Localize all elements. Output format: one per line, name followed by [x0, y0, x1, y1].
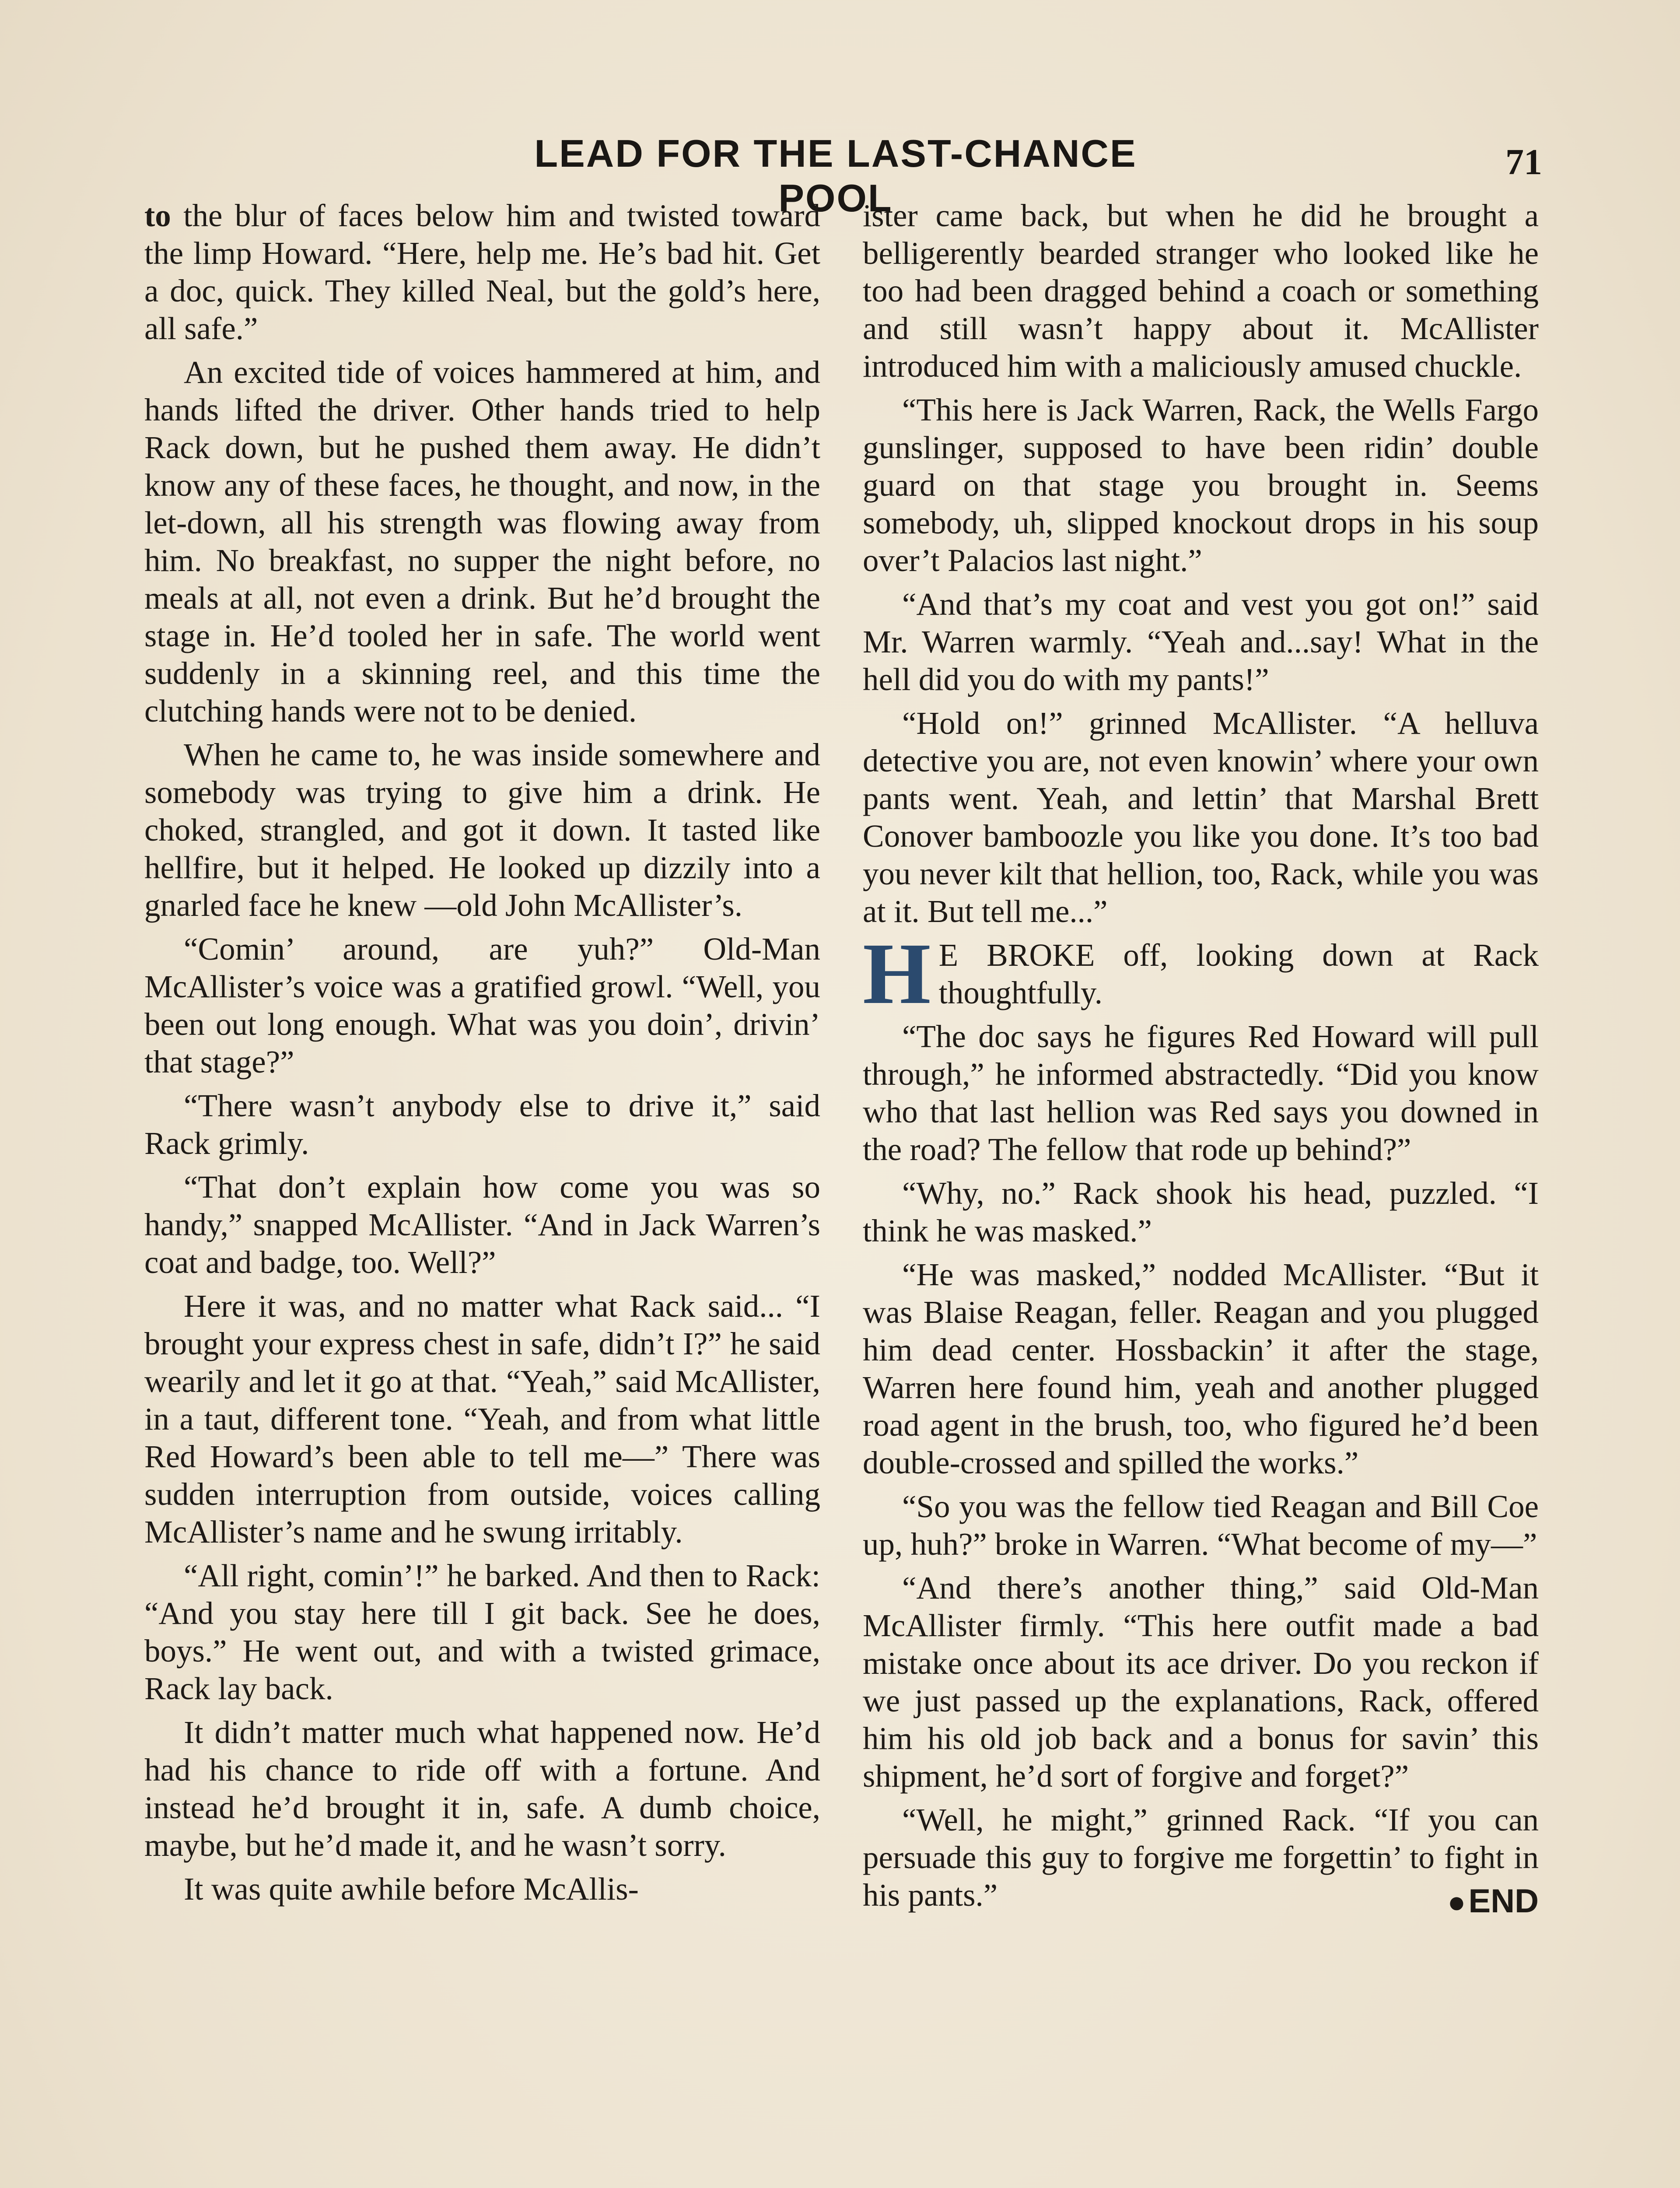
paragraph-lead-word: to: [144, 198, 171, 233]
paragraph: “That don’t explain how come you was so handy,” snapped McAllister. “And in Jack Warren’s coat and badge, too. Well?”: [144, 1169, 820, 1280]
paragraph-text: the blur of faces below him and twisted toward the limp Howard. “Here, help me. He’s bad hit. Get a doc, quick. They killed Neal, but the gold’s here, all safe.”: [144, 198, 820, 346]
paragraph: “Why, no.” Rack shook his head, puzzled. “I think he was masked.”: [863, 1175, 1539, 1248]
left-text-column: [144, 197, 820, 2188]
section-break-paragraph: [863, 926, 1539, 1022]
paragraph: “Well, he might,” grinned Rack. “If you can persuade this guy to forgive me forgettin’ to fight in his pants.”: [863, 1802, 1539, 1913]
right-text-column: [863, 197, 1539, 2188]
paragraph: “And that’s my coat and vest you got on!” said Mr. Warren warmly. “Yeah and...say! What in the hell did you do with my pants!”: [863, 586, 1539, 697]
page-number: 71: [1505, 142, 1542, 182]
paragraph: “Comin’ around, are yuh?” Old-Man McAllister’s voice was a gratified growl. “Well, you been out long enough. What was you doin’, drivin’ that stage?”: [144, 931, 820, 1080]
paragraph: “And there’s another thing,” said Old-Man McAllister firmly. “This here outfit made a bad mistake once about its ace driver. Do you reckon if we just passed up the explanations, Rack, offered him his old job back and a bonus for savin’ this shipment, he’d sort of forgive and forget?”: [863, 1570, 1539, 1794]
paragraph: “There wasn’t anybody else to drive it,” said Rack grimly.: [144, 1088, 820, 1161]
paragraph: “This here is Jack Warren, Rack, the Wells Fargo gunslinger, supposed to have been ridin’ double guard on that stage you brought in. Seems somebody, uh, slipped knockout drops in his soup over’t Palacios last night.”: [863, 392, 1539, 578]
drop-cap-letter: H: [863, 926, 931, 1022]
paragraph: ister came back, but when he did he brought a belligerently bearded stranger who looked like he too had been dragged behind a coach or something and still wasn’t happy about it. McAllister introduced him with a maliciously amused chuckle.: [863, 198, 1539, 384]
paragraph-text: E BROKE off, looking down at Rack thoughtfully.: [938, 937, 1539, 1010]
end-label: END: [1468, 1883, 1539, 1920]
paragraph: “So you was the fellow tied Reagan and Bill Coe up, huh?” broke in Warren. “What become of my—”: [863, 1489, 1539, 1562]
paragraph: “Hold on!” grinned McAllister. “A helluva detective you are, not even knowin’ where your own pants went. Yeah, and lettin’ that Marshal Brett Conover bamboozle you like you done. It’s too bad you never kilt that hellion, too, Rack, while you was at it. But tell me...”: [863, 705, 1539, 929]
paragraph: Here it was, and no matter what Rack said... “I brought your express chest in safe, didn’t I?” he said wearily and let it go at that. “Yeah,” said McAllister, in a taut, different tone. “Yeah, and from what little Red Howard’s been able to tell me—” There was sudden interruption from outside, voices calling McAllister’s name and he swung irritably.: [144, 1288, 820, 1550]
paragraph: “The doc says he figures Red Howard will pull through,” he informed abstractedly. “Did you know who that last hellion was Red says you downed in the road? The fellow that rode up behind?”: [863, 1019, 1539, 1167]
paragraph: “He was masked,” nodded McAllister. “But it was Blaise Reagan, feller. Reagan and you plugged him dead center. Hossbackin’ it after the stage, Warren here found him, yeah and another plugged road agent in the brush, too, who figured he’d been double-crossed and spilled the works.”: [863, 1257, 1539, 1480]
paragraph: An excited tide of voices hammered at him, and hands lifted the driver. Other hands tried to help Rack down, but he pushed them away. He didn’t know any of these faces, he thought, and now, in the let-down, all his strength was flowing away from him. No breakfast, no supper the night before, no meals at all, not even a drink. But he’d brought the stage in. He’d tooled her in safe. The world went suddenly in a skinning reel, and this time the clutching hands were not to be denied.: [144, 354, 820, 729]
paragraph: It didn’t matter much what happened now. He’d had his chance to ride off with a fortune. And instead he’d brought it in, safe. A dumb choice, maybe, but he’d made it, and he wasn’t sorry.: [144, 1715, 820, 1863]
paragraph: When he came to, he was inside somewhere and somebody was trying to give him a drink. He choked, strangled, and got it down. It tasted like hellfire, but it helped. He looked up dizzily into a gnarled face he knew —old John McAllister’s.: [144, 737, 820, 923]
paragraph: It was quite awhile before McAllis-: [184, 1871, 639, 1907]
running-head-title: LEAD FOR THE LAST-CHANCE POOL: [534, 132, 1137, 220]
end-bullet-icon: ●: [1447, 1885, 1466, 1919]
paragraph: [144, 197, 820, 347]
paragraph: “All right, comin’!” he barked. And then to Rack: “And you stay here till I git back. See he does, boys.” He went out, and with a twisted grimace, Rack lay back.: [144, 1558, 820, 1706]
